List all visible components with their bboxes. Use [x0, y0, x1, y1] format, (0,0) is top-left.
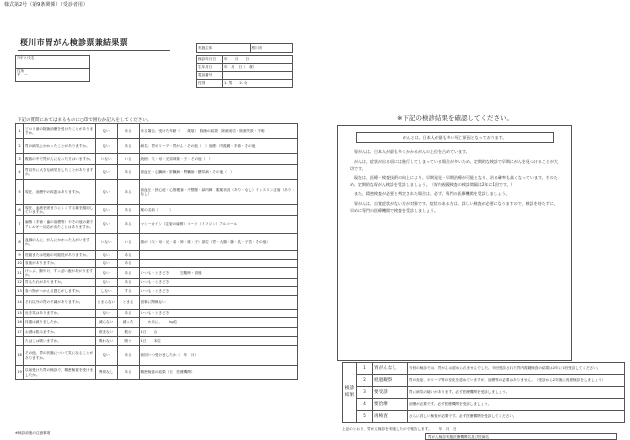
answer-detail[interactable]: [139, 251, 297, 260]
answer-yes-option[interactable]: 飲む: [117, 328, 139, 337]
organizer-label: 実施主体: [197, 44, 251, 53]
results-header: ※下記の検診結果を確認してください。: [397, 114, 513, 122]
answer-detail[interactable]: いつも・ときどき: [139, 310, 297, 318]
answer-detail[interactable]: 続柄：父・母・兄弟姉妹・子・その他（ ）: [139, 154, 297, 165]
answer-yes-option[interactable]: 減った: [117, 318, 139, 328]
results-table: [342, 362, 625, 423]
result-description: 胃の炎症、ポリープ等の変化を認めていますが、治療等の必要はありません。（受診から2年後に再度検診をしましょう）: [408, 375, 625, 387]
name-row: [16, 56, 90, 69]
result-number[interactable]: 2: [357, 375, 373, 387]
birthdate-field[interactable]: 年 月 日（ 歳）: [223, 64, 293, 72]
question-text: 吐き気はありますか。: [23, 310, 95, 318]
answer-yes-option[interactable]: ある: [117, 279, 139, 287]
answer-detail[interactable]: 高血圧・狭心症・心筋梗塞・不整脈・緑内障 服薬状況（あり・なし）インスリン注射（あり・なし）: [139, 180, 297, 205]
question-number: 6: [16, 205, 24, 216]
signature-note: [342, 427, 457, 431]
question-row: [16, 279, 298, 287]
question-row: [16, 296, 298, 310]
answer-no-option[interactable]: ない: [95, 165, 117, 180]
answer-no-option[interactable]: ない: [95, 139, 117, 154]
question-row: [16, 337, 298, 346]
answer-no-option[interactable]: ない: [95, 310, 117, 318]
question-row: [16, 154, 298, 165]
answer-yes-option[interactable]: いる: [117, 154, 139, 165]
result-row: [343, 387, 625, 399]
address-value: 〒 ー: [17, 73, 28, 78]
question-text: その他、胃の状態について気になることがありますか。: [23, 346, 95, 366]
result-category: 要受診: [373, 387, 408, 399]
result-description: 治療が必要です。必ず医療機関を受診しましょう。: [408, 399, 625, 411]
question-text: 現在、血液を固まりにくくする薬を服用していますか。: [24, 205, 94, 214]
address-field[interactable]: [16, 69, 90, 82]
result-description: 今回の検診では、胃がんは認められませんでした。今回受診された胃内視鏡検査の結果は2年に1回受診してください。: [408, 363, 625, 375]
result-row: [343, 399, 625, 411]
question-number: 13: [16, 287, 24, 296]
answer-yes-option[interactable]: 吸う: [117, 337, 139, 346]
answer-detail[interactable]: 誰が（父・母・兄・弟・姉・妹・子）部位（胃・大腸・肺・乳・子宮・その他）: [139, 234, 297, 251]
answer-no-option[interactable]: 吸わない: [95, 337, 117, 346]
answer-yes-option[interactable]: ある: [117, 268, 139, 279]
result-category: 経過観察: [373, 375, 408, 387]
question-row: [16, 287, 298, 296]
answer-yes-option[interactable]: とまる: [117, 296, 139, 310]
question-text: げっぷ、胸やけ、すっぱい液があがりますか。: [23, 268, 95, 279]
result-row: [343, 363, 625, 375]
question-row: [16, 234, 298, 251]
question-text: 胃もたれがありますか。: [23, 279, 95, 287]
answer-no-option[interactable]: とまらない: [95, 296, 117, 310]
answer-detail[interactable]: [139, 260, 297, 268]
signature-date: 年 月 日: [438, 427, 457, 431]
info-paragraph: 胃がんは、自覚症状がない方が対象です。症状のある方は、詳しい検査が必要になりますので、検診を待たずに、早めに専門の医療機関で検査を受診しましょう。: [350, 200, 558, 213]
footnote: ※検診前後の注意事項: [15, 431, 51, 435]
exam-info-table: [196, 55, 293, 88]
personal-info-table: [15, 55, 90, 82]
question-row: [16, 205, 298, 216]
result-description: 胃に病気の疑いがあります。必ず医療機関を受診しましょう。: [408, 387, 625, 399]
question-row: [16, 346, 298, 366]
answer-detail[interactable]: いつも・ときどき: [139, 279, 297, 287]
question-number: 8: [16, 234, 24, 251]
question-text: 胃以外に大きな病気をしたことがありますか。: [23, 165, 95, 180]
answer-yes-option[interactable]: する: [117, 287, 139, 296]
question-number: [16, 337, 24, 346]
info-paragraph: 現在は、医療・検査技術の向上により、早期発見・早期治療が可能となり、治る確率も高くなっています。そのため、定期的な胃がん検診を受診しましょう。（胃内視鏡検査の検診間隔は2年に1回です。）: [350, 174, 558, 188]
question-text: 妊娠または妊娠の可能性がありますか。: [23, 251, 95, 260]
answer-no-option[interactable]: 減らない: [95, 318, 117, 328]
answer-detail[interactable]: 薬の名前（ ）: [139, 205, 297, 216]
answer-detail[interactable]: ある場合、受けた年齢（ 歳頃） 除菌の結果：除菌成功・除菌失敗・不明: [139, 124, 297, 139]
answer-no-option[interactable]: ない: [95, 124, 117, 139]
question-number: 16: [16, 318, 24, 328]
result-category: 要治療: [373, 399, 408, 411]
result-number[interactable]: 3: [357, 387, 373, 399]
answer-detail[interactable]: 高血圧・心臓病・肝臓病・腎臓病・糖尿病・その他（ ）: [139, 165, 297, 180]
question-number: 17: [16, 328, 24, 337]
question-number: 1: [16, 124, 24, 139]
question-row: [16, 310, 298, 318]
question-row: [16, 180, 298, 205]
answer-detail[interactable]: 1日 本位: [139, 337, 297, 346]
signature-label: 上記のとおり、胃がん検診を実施したので報告します。: [342, 427, 432, 431]
questionnaire-table: [15, 123, 298, 380]
question-text: 麻酔（手術・歯の治療等）やその他の薬でアレルギー反応が出たことはありますか。: [23, 216, 95, 234]
info-paragraph: 胃がんは、日本人が最も多くかかるがんの上位を占めています。: [354, 149, 470, 155]
question-number: 11: [16, 268, 24, 279]
question-number: 5: [16, 180, 24, 205]
birthdate-label: 生年月日: [197, 64, 223, 72]
question-text: 体重は減りましたか。: [23, 318, 95, 328]
question-row: [16, 165, 298, 180]
exam-date-field[interactable]: 年 月 日: [223, 56, 293, 64]
answer-no-option[interactable]: しない: [95, 287, 117, 296]
question-text: 胃の病気にかかったことがありますか。: [23, 139, 95, 154]
answer-no-option[interactable]: ない: [95, 279, 117, 287]
phone-label: 電話番号: [197, 72, 223, 80]
question-number: 7: [16, 216, 24, 234]
answer-no-option[interactable]: 異常なし: [95, 366, 117, 380]
instruction-text: 下記の質問にあてはまるものに○印で囲むか記入をしてください。: [17, 118, 152, 123]
answer-no-option[interactable]: いない: [95, 154, 117, 165]
answer-yes-option[interactable]: いる: [117, 234, 139, 251]
sex-field[interactable]: 1. 男 2. 女: [223, 80, 293, 88]
answer-yes-option[interactable]: ある: [117, 124, 139, 139]
answer-no-option[interactable]: ない: [95, 205, 117, 216]
question-text: ピロリ菌の除菌治療を受けたことがありますか。: [23, 124, 95, 139]
answer-yes-option[interactable]: ある: [117, 346, 139, 366]
question-number: 3: [16, 154, 24, 165]
info-box: がんとは、日本人が最も多い死亡原因となっております。: [356, 132, 554, 143]
address-label: 住所: [17, 69, 25, 73]
signature-box[interactable]: 胃がん検診実施医療機関名及び医師名: [425, 433, 617, 440]
question-row: [16, 366, 298, 380]
question-text: それ以外の胃の不調がありますか。: [23, 296, 95, 310]
question-row: [16, 139, 298, 154]
question-number: 19: [16, 366, 24, 380]
question-number: 10: [16, 260, 24, 268]
exam-date-label: 検診年月日: [197, 56, 223, 64]
info-paragraphs: [350, 148, 559, 214]
answer-no-option[interactable]: ない: [95, 268, 117, 279]
answer-no-option[interactable]: いない: [95, 234, 117, 251]
answer-detail[interactable]: いつも・ときどき 空腹時・食後: [139, 268, 297, 279]
question-number: 14: [16, 296, 24, 310]
answer-detail[interactable]: マシーカイン（注射の麻酔）コード（イソジン）アルコール: [139, 216, 297, 234]
result-category: 再検査: [373, 411, 408, 423]
answer-yes-option[interactable]: ある: [117, 139, 139, 154]
answer-detail[interactable]: 食事に関係ない: [139, 296, 297, 310]
question-text: 食欲がありますか。: [23, 260, 95, 268]
sex-label: 性別: [197, 80, 223, 88]
answer-yes-option[interactable]: ある: [117, 205, 139, 216]
question-text: 現在、治療中の疾患はありますか。: [23, 180, 95, 205]
name-label: ﾌﾘｶﾞﾅ 氏名: [16, 56, 90, 69]
info-paragraph: また、精密検査が必要と判定された場合は、必ず、専門の医療機関を受診しましょう。: [354, 191, 510, 197]
question-row: [16, 124, 298, 139]
question-text: 食べ物がつかえる感じがしますか。: [23, 287, 95, 296]
result-category: 胃がんなし: [373, 363, 408, 375]
answer-yes-option[interactable]: ある: [117, 165, 139, 180]
title-underline: [18, 50, 170, 51]
answer-no-option[interactable]: 飲まない: [95, 328, 117, 337]
answer-yes-option[interactable]: ある: [117, 310, 139, 318]
answer-no-option[interactable]: ない: [95, 260, 117, 268]
question-text: 血縁の人に、がんにかかった人がいますか。: [23, 234, 95, 251]
question-number: 15: [16, 310, 24, 318]
question-text: 親族の中で胃がんになった方はいますか。: [23, 154, 95, 165]
answer-detail[interactable]: いつも・ときどき: [139, 287, 297, 296]
answer-detail[interactable]: 精密検査の結果（日 医療機関）: [139, 366, 297, 380]
question-number: 4: [16, 165, 24, 180]
answer-no-option[interactable]: ない: [95, 216, 117, 234]
organizer-table: [196, 43, 293, 53]
question-number: 12: [16, 279, 24, 287]
answer-yes-option[interactable]: ある: [117, 366, 139, 380]
answer-detail[interactable]: 前回いつ受けましたか（ 年 月）: [139, 346, 297, 366]
question-row: [16, 318, 298, 328]
question-number: 9: [16, 251, 24, 260]
info-paragraph: がんは、症状が出る頃には進行してしまっている場合が多いため、定期的な検診で早期にがんを見つけることが大切です。: [350, 158, 558, 171]
answer-detail[interactable]: 1日 合: [139, 328, 297, 337]
result-number[interactable]: 5: [357, 411, 373, 423]
question-row: [16, 328, 298, 337]
page-title: 桜川市胃がん検診票兼結果票: [20, 38, 128, 47]
result-description: さらに詳しい検査が必要です。必ず医療機関を受診してください。: [408, 411, 625, 423]
answer-no-option[interactable]: ない: [95, 346, 117, 366]
question-row: [16, 268, 298, 279]
question-number: 2: [16, 139, 24, 154]
question-text: たばこは吸いますか。: [23, 337, 95, 346]
answer-no-option[interactable]: ない: [95, 251, 117, 260]
answer-yes-option[interactable]: ある: [117, 251, 139, 260]
results-side-label: 検診結果: [343, 363, 357, 423]
question-text: 以前受けた胃の検診で、精密検査を受けましたか。: [23, 366, 95, 380]
answer-yes-option[interactable]: ある: [117, 216, 139, 234]
info-panel: [337, 125, 572, 361]
question-number: 18: [16, 346, 24, 366]
question-text: お酒は飲みますか。: [23, 328, 95, 337]
question-row: [16, 251, 298, 260]
answer-detail[interactable]: 病名：胃ポリープ・胃がん・その他（ ）治療：内視鏡・手術・その他: [139, 139, 297, 154]
answer-yes-option[interactable]: ある: [117, 180, 139, 205]
phone-field[interactable]: [223, 72, 293, 80]
result-number[interactable]: 1: [357, 363, 373, 375]
answer-yes-option[interactable]: ある: [117, 260, 139, 268]
result-row: [343, 411, 625, 423]
answer-no-option[interactable]: ない: [95, 180, 117, 205]
form-number: 様式第2号（第9条関係）（受診者用）: [4, 2, 88, 8]
answer-detail[interactable]: か月に、 kg位: [139, 318, 297, 328]
question-row: [16, 260, 298, 268]
result-number[interactable]: 4: [357, 399, 373, 411]
question-row: [16, 216, 298, 234]
result-row: [343, 375, 625, 387]
address-row: [16, 69, 90, 82]
organizer-value: 桜川市: [250, 44, 292, 53]
